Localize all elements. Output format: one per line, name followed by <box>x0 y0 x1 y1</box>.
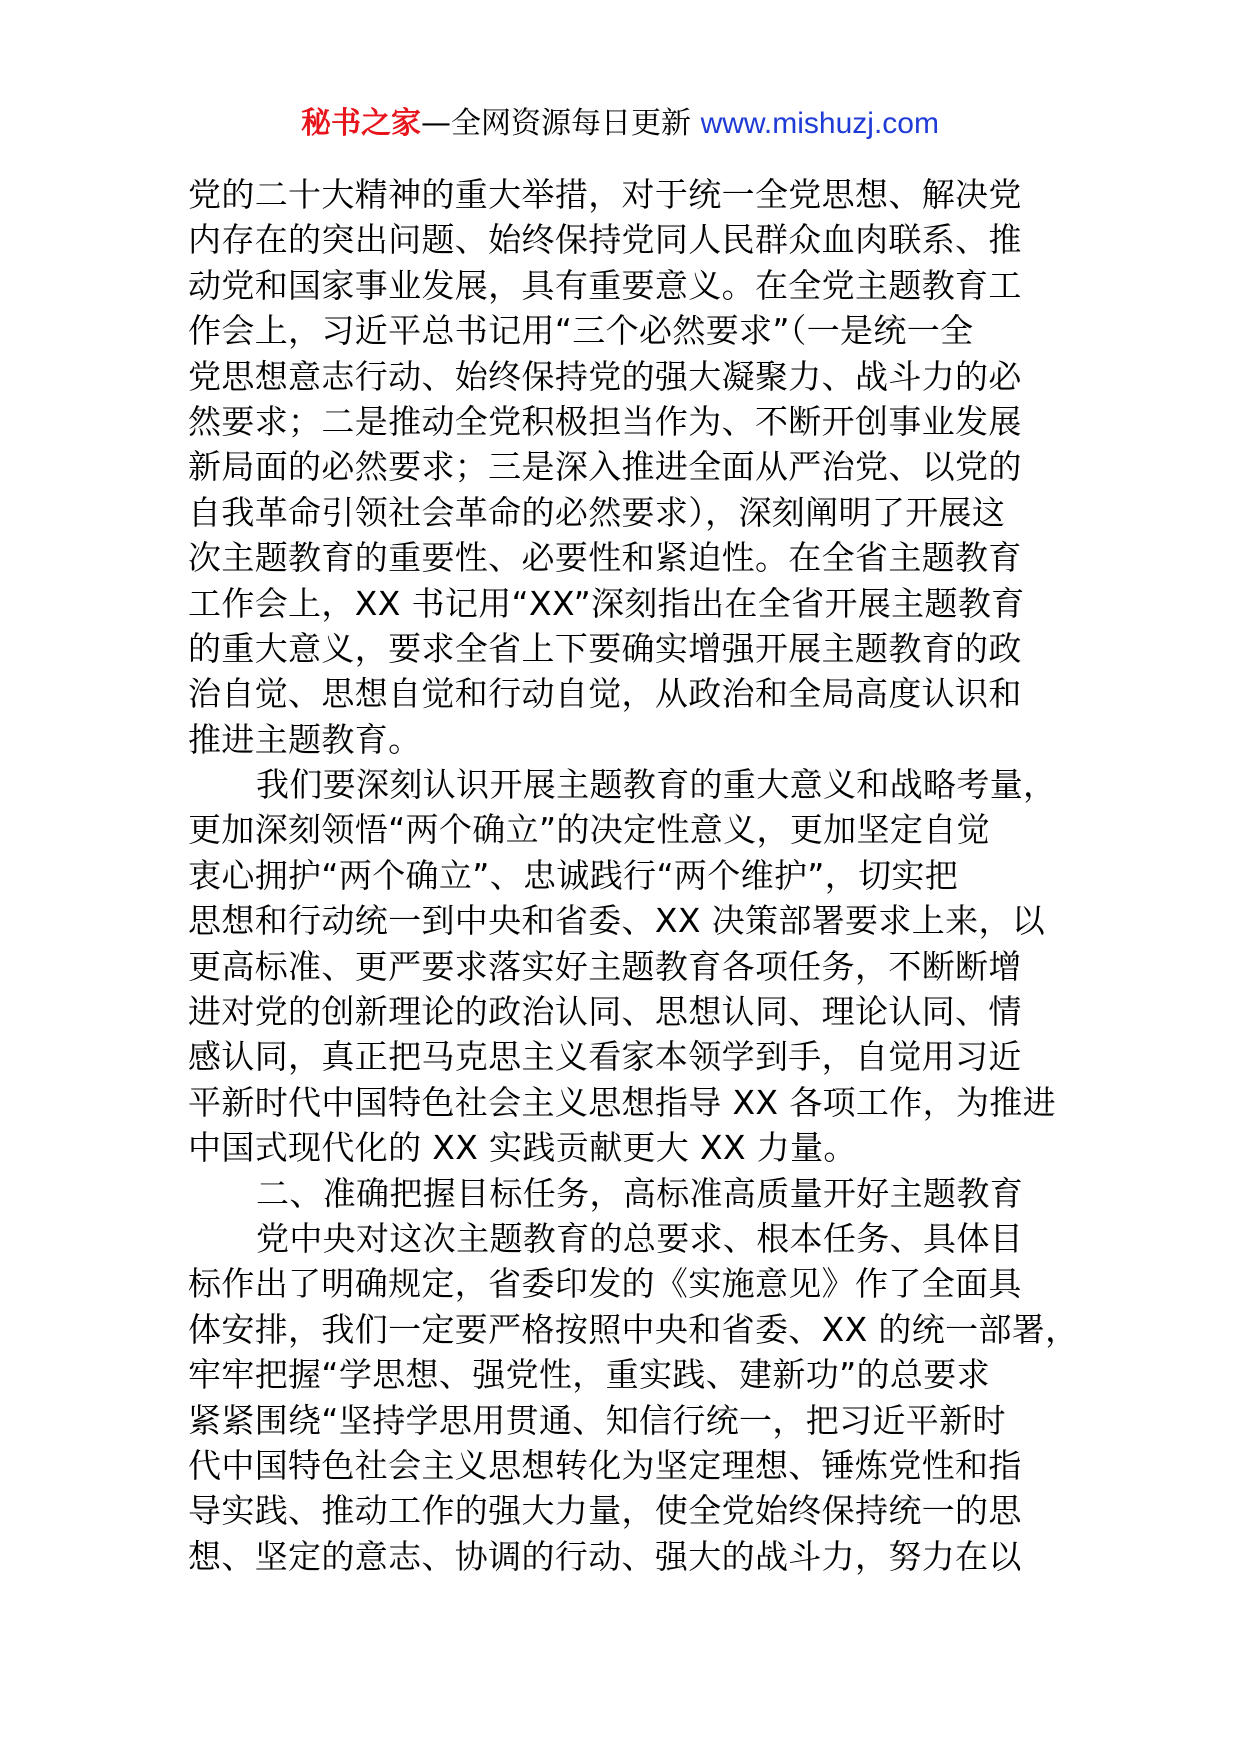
text-line: 动党和国家事业发展，具有重要意义。在全党主题教育工 <box>188 265 1022 305</box>
text-line: 党思想意志行动、始终保持党的强大凝聚力、战斗力的必 <box>188 356 1022 396</box>
text-line: 的重大意义，要求全省上下要确实增强开展主题教育的政 <box>188 628 1022 668</box>
text-line: 牢牢把握“学思想、强党性，重实践、建新功”的总要求 <box>188 1355 990 1395</box>
text-line: 紧紧围绕“坚持学思用贯通、知信行统一，把习近平新时 <box>188 1400 1006 1440</box>
text-line: 党中央对这次主题教育的总要求、根本任务、具体目 <box>256 1218 1024 1258</box>
text-line: 新局面的必然要求；三是深入推进全面从严治党、以党的 <box>188 447 1022 487</box>
text-line: 平新时代中国特色社会主义思想指导 XX 各项工作，为推进 <box>188 1082 1056 1122</box>
text-line: 治自觉、思想自觉和行动自觉，从政治和全局高度认识和 <box>188 674 1022 714</box>
text-line: 我们要深刻认识开展主题教育的重大意义和战略考量， <box>256 765 1057 805</box>
text-line: 体安排，我们一定要严格按照中央和省委、XX 的统一部署， <box>188 1309 1079 1349</box>
header-tagline: —全网资源每日更新 <box>421 106 701 141</box>
text-line: 标作出了明确规定，省委印发的《实施意见》作了全面具 <box>188 1264 1022 1304</box>
page-header <box>0 104 1240 144</box>
text-line: 进对党的创新理论的政治认同、思想认同、理论认同、情 <box>188 992 1022 1032</box>
text-line: 内存在的突出问题、始终保持党同人民群众血肉联系、推 <box>188 220 1022 260</box>
text-line: 自我革命引领社会革命的必然要求），深刻阐明了开展这 <box>188 492 1006 532</box>
document-body <box>188 172 1080 1579</box>
text-line: 感认同，真正把马克思主义看家本领学到手，自觉用习近 <box>188 1037 1022 1077</box>
text-line: 次主题教育的重要性、必要性和紧迫性。在全省主题教育 <box>188 538 1022 578</box>
text-line: 工作会上，XX 书记用“XX”深刻指出在全省开展主题教育 <box>188 583 1025 623</box>
site-url-link[interactable]: www.mishuzj.com <box>700 107 939 140</box>
text-line: 更加深刻领悟“两个确立”的决定性意义，更加坚定自觉 <box>188 810 990 850</box>
text-line: 然要求；二是推动全党积极担当作为、不断开创事业发展 <box>188 401 1022 441</box>
text-line: 思想和行动统一到中央和省委、XX 决策部署要求上来，以 <box>188 901 1046 941</box>
text-line: 代中国特色社会主义思想转化为坚定理想、锤炼党性和指 <box>188 1445 1022 1485</box>
text-line: 党的二十大精神的重大举措，对于统一全党思想、解决党 <box>188 175 1022 214</box>
text-line: 导实践、推动工作的强大力量，使全党始终保持统一的思 <box>188 1491 1022 1531</box>
text-line: 作会上，习近平总书记用“三个必然要求”（一是统一全 <box>188 311 974 351</box>
text-line: 中国式现代化的 XX 实践贡献更大 XX 力量。 <box>188 1128 857 1168</box>
text-line: 二、准确把握目标任务，高标准高质量开好主题教育 <box>256 1173 1024 1213</box>
text-line: 衷心拥护“两个确立”、忠诚践行“两个维护”，切实把 <box>188 855 959 895</box>
text-line: 想、坚定的意志、协调的行动、强大的战斗力，努力在以 <box>188 1536 1022 1576</box>
brand-name: 秘书之家 <box>301 106 422 141</box>
text-line: 更高标准、更严要求落实好主题教育各项任务，不断断增 <box>188 946 1022 986</box>
text-line: 推进主题教育。 <box>188 719 422 759</box>
